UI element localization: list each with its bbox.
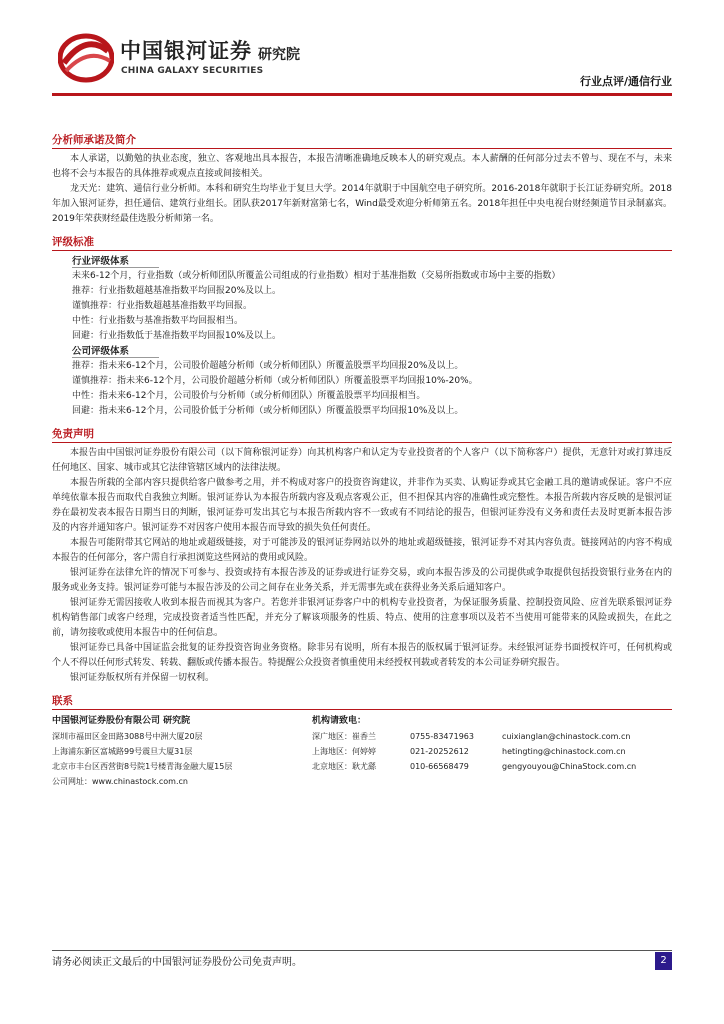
contact-section-title: 联系 — [52, 695, 672, 710]
website-link[interactable]: 公司网址：www.chinastock.com.cn — [52, 777, 188, 786]
rating-section — [52, 236, 672, 419]
disclaimer-paragraph: 银河证券在法律允许的情况下可参与、投资或持有本报告涉及的证券或进行证券交易，或向本报告涉及的公司提供或争取提供包括投资银行业务在内的服务或业务支持。银河证券可能与本报告涉及的公司之间存在业务关系，并无需事先或在获得业务关系后通知客户。 — [52, 568, 672, 593]
company-name: 中国银河证券股份有限公司 研究院 — [52, 716, 191, 726]
page-number: 2 — [655, 952, 672, 970]
contact-email[interactable]: gengyouyou@ChinaStock.com.cn — [502, 762, 637, 771]
address-line: 北京市丰台区西营街8号院1号楼青海金融大厦15层 — [52, 762, 233, 771]
analyst-bio: 龙天光：建筑、通信行业分析师。本科和研究生均毕业于复旦大学。2014年就职于中国航空电子研究所。2016-2018年就职于长江证券研究所。2018年加入银河证券，担任通信、建筑行业组长。团队获2017年新财富第七名，Wind最受欢迎分析师第五名。2018年担任中央电视台财经频道节目录制嘉宾。2019年荣获财经最佳选股分析师第一名。 — [52, 184, 672, 224]
disclaimer-paragraph: 本报告可能附带其它网站的地址或超级链接，对于可能涉及的银河证券网站以外的地址或超级链接，银河证券不对其内容负责。链接网站的内容不构成本报告的任何部分，客户需自行承担浏览这些网站的费用或风险。 — [52, 538, 672, 563]
analyst-commitment: 本人承诺，以勤勉的执业态度，独立、客观地出具本报告，本报告清晰准确地反映本人的研究观点。本人薪酬的任何部分过去不曾与、现在不与，未来也将不会与本报告的具体推荐或观点直接或间接相关。 — [52, 154, 672, 179]
industry-rating-line: 推荐：行业指数超越基准指数平均回报20%及以上。 — [72, 286, 282, 296]
disclaimer-section — [52, 428, 672, 686]
disclaimer-paragraph: 本报告所载的全部内容只提供给客户做参考之用，并不构成对客户的投资咨询建议，并非作为买卖、认购证券或其它金融工具的邀请或保证。客户不应单纯依靠本报告而取代自我独立判断。银河证券认为本报告所载内容及观点客观公正，但不担保其内容的准确性或完整性。本报告所载内容反映的是银河证券在最初发表本报告日期当日的判断，银河证券可发出其它与本报告所载内容不一致或有不同结论的报告，但银河证券没有义务和责任去及时更新本报告涉及的内容并通知客户。银河证券不对因客户使用本报告而导致的损失负任何责任。 — [52, 478, 672, 533]
industry-rating-line: 中性：行业指数与基准指数平均回报相当。 — [72, 316, 244, 326]
contact-phone: 010-66568479 — [410, 762, 469, 771]
contact-region: 上海地区：何婷婷 — [312, 747, 376, 756]
header-divider — [52, 93, 672, 96]
footer-divider — [52, 950, 672, 951]
analyst-section — [52, 134, 672, 227]
industry-rating-line: 回避：行业指数低于基准指数平均回报10%及以上。 — [72, 331, 282, 341]
address-line: 深圳市福田区金田路3088号中洲大厦20层 — [52, 732, 203, 741]
contact-region: 深广地区：崔香兰 — [312, 732, 376, 741]
address-line: 上海浦东新区富城路99号震旦大厦31层 — [52, 747, 193, 756]
contact-region: 北京地区：耿尤繇 — [312, 762, 376, 771]
contact-row — [312, 744, 672, 759]
company-address-block — [52, 714, 302, 789]
company-rating-line: 谨慎推荐：指未来6-12个月，公司股价超越分析师（或分析师团队）所覆盖股票平均回报10%-20%。 — [72, 376, 478, 386]
industry-rating-title: 行业评级体系 — [52, 254, 672, 269]
contact-row — [312, 759, 672, 774]
company-rating-line: 中性：指未来6-12个月，公司股价与分析师（或分析师团队）所覆盖股票平均回报相当。 — [72, 391, 426, 401]
disclaimer-paragraph: 银河证券已具备中国证监会批复的证券投资咨询业务资格。除非另有说明，所有本报告的版权属于银河证券。未经银河证券书面授权许可，任何机构或个人不得以任何形式转发、转载、翻版或传播本报告。特提醒公众投资者慎重使用未经授权刊载或者转发的本公司证券研究报告。 — [52, 643, 672, 668]
institution-contacts — [312, 714, 672, 774]
contact-email[interactable]: hetingting@chinastock.com.cn — [502, 747, 626, 756]
contact-email[interactable]: cuixianglan@chinastock.com.cn — [502, 732, 631, 741]
disclaimer-paragraph: 本报告由中国银河证券股份有限公司（以下简称银河证券）向其机构客户和认定为专业投资者的个人客户（以下简称客户）提供，无意针对或打算违反任何地区、国家、城市或其它法律管辖区域内的法律法规。 — [52, 448, 672, 473]
rating-section-title: 评级标准 — [52, 236, 672, 251]
disclaimer-paragraph: 银河证券版权所有并保留一切权利。 — [70, 673, 215, 683]
company-rating-title: 公司评级体系 — [52, 344, 672, 359]
disclaimer-paragraph: 银河证券无需因接收人收到本报告而视其为客户。若您并非银河证券客户中的机构专业投资者，为保证服务质量、控制投资风险、应首先联系银河证券机构销售部门或客户经理，完成投资者适当性匹配，并充分了解该项服务的性质、特点、使用的注意事项以及若不当使用可能带来的风险或损失，在此之前，请勿接收或使用本报告中的任何信息。 — [52, 598, 672, 638]
logo-english-name: CHINA GALAXY SECURITIES — [121, 66, 264, 76]
galaxy-logo-icon — [58, 33, 114, 83]
logo-chinese-name: 中国银河证券 — [120, 39, 252, 63]
logo-research-institute: 研究院 — [258, 47, 300, 63]
contact-phone: 0755-83471963 — [410, 732, 474, 741]
contact-section — [52, 695, 672, 824]
company-rating-line: 推荐：指未来6-12个月，公司股价超越分析师（或分析师团队）所覆盖股票平均回报20%及以上。 — [72, 361, 464, 371]
contact-block — [52, 714, 672, 824]
institution-contacts-title: 机构请致电： — [312, 716, 367, 726]
industry-rating-line: 谨慎推荐：行业指数超越基准指数平均回报。 — [72, 301, 253, 311]
industry-rating-line: 未来6-12个月，行业指数（或分析师团队所覆盖公司组成的行业指数）相对于基准指数（交易所指数或市场中主要的指数） — [72, 271, 561, 281]
contact-row — [312, 729, 672, 744]
disclaimer-section-title: 免责声明 — [52, 428, 672, 443]
main-content — [52, 134, 672, 833]
company-rating-line: 回避：指未来6-12个月，公司股价低于分析师（或分析师团队）所覆盖股票平均回报10%及以上。 — [72, 406, 464, 416]
footer-disclaimer-note: 请务必阅读正文最后的中国银河证券股份公司免责声明。 — [52, 957, 302, 968]
report-category: 行业点评/通信行业 — [579, 75, 672, 88]
analyst-section-title: 分析师承诺及简介 — [52, 134, 672, 149]
contact-phone: 021-20252612 — [410, 747, 469, 756]
